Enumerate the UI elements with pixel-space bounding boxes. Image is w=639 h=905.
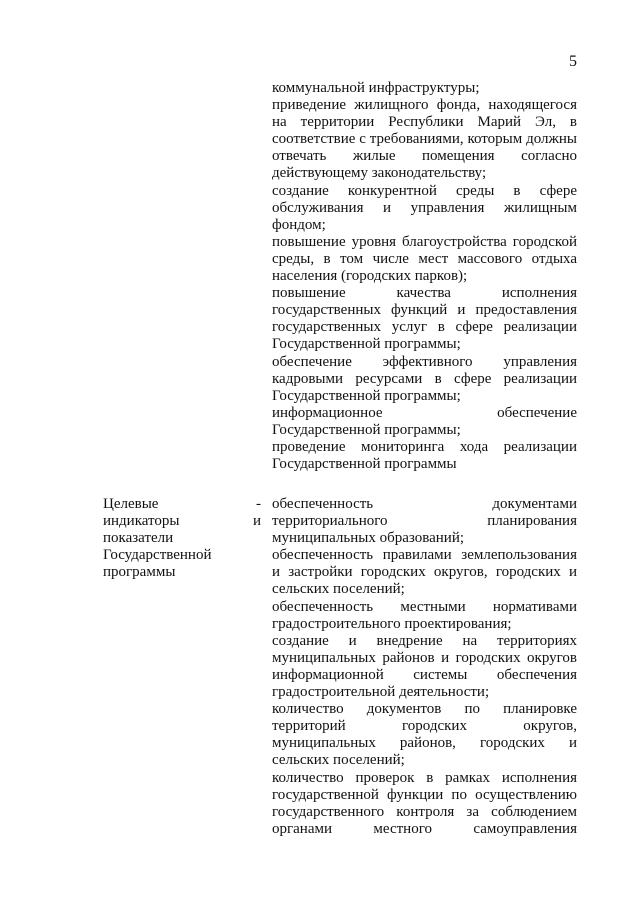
label-line: [103, 513, 261, 530]
label-word: Целевые: [103, 496, 159, 512]
task-item: обеспечение эффективного управления кадровыми ресурсами в сфере реализации Государственной программы;: [272, 353, 577, 404]
task-item: повышение уровня благоустройства городской среды, в том числе мест массового отдыха населения (городских парков);: [272, 233, 577, 285]
label-conjunction: и: [252, 513, 261, 530]
task-item: повышение качества исполнения государственных функций и предоставления государственных услуг в сфере реализации Государственной программы;: [272, 285, 577, 353]
page-number: 5: [569, 53, 577, 70]
label-line: программы: [103, 564, 176, 581]
indicator-item: обеспеченность правилами землепользования и застройки городских округов, городских и сельских поселений;: [272, 547, 577, 598]
label-line: показатели: [103, 530, 174, 547]
label-line: [103, 496, 261, 513]
label-dash: -: [256, 496, 261, 512]
task-item: создание конкурентной среды в сфере обслуживания и управления жилищным фондом;: [272, 182, 577, 233]
indicator-item: количество проверок в рамках исполнения государственной функции по осуществлению государственного контроля за соблюдением органами местного самоуправления: [272, 769, 577, 837]
indicator-item: обеспеченность местными нормативами градостроительного проектирования;: [272, 598, 577, 632]
indicator-item: обеспеченность документами территориального планирования муниципальных образований;: [272, 496, 577, 547]
task-item: информационное обеспечение Государственной программы;: [272, 404, 577, 438]
target-indicators-list: [272, 496, 577, 838]
label-word: индикаторы: [103, 513, 180, 530]
indicators-section-label: [103, 496, 261, 581]
task-item: приведение жилищного фонда, находящегося на территории Республики Марий Эл, в соответствие с требованиями, которым должны отвечать жилые помещения согласно действующему законодательству;: [272, 97, 577, 182]
label-line: Государственной: [103, 547, 212, 564]
task-item: проведение мониторинга хода реализации Государственной программы: [272, 438, 577, 473]
task-item: коммунальной инфраструктуры;: [272, 80, 480, 96]
indicator-item: создание и внедрение на территориях муниципальных районов и городских округов информационной системы обеспечения градостроительной деятельности;: [272, 632, 577, 701]
program-tasks-continuation: [272, 80, 577, 473]
indicator-item: количество документов по планировке территорий городских округов, муниципальных районов, городских и сельских поселений;: [272, 701, 577, 769]
